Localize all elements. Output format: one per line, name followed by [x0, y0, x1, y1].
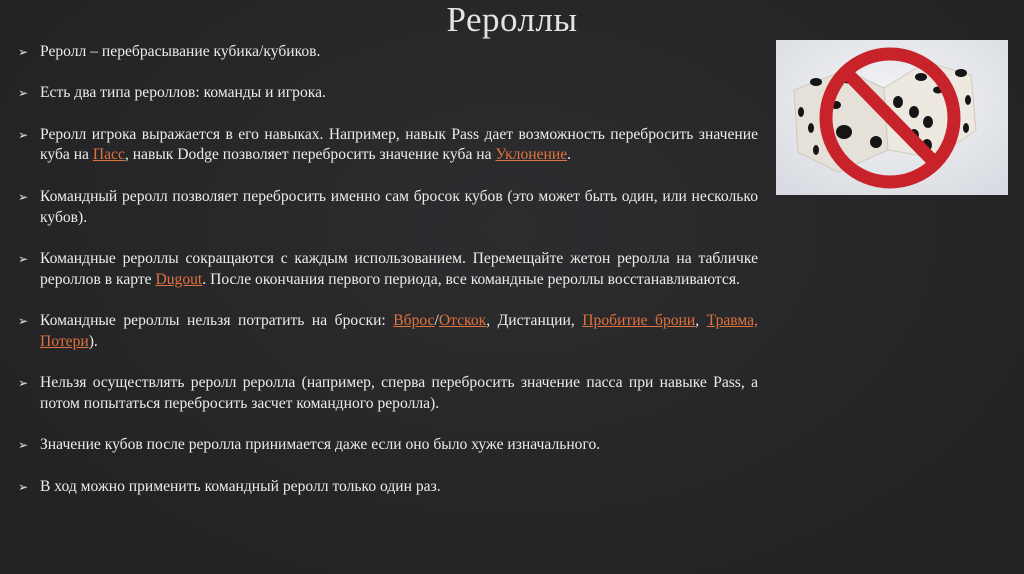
item-text: , [695, 312, 707, 330]
list-item [18, 187, 758, 228]
link-injury[interactable]: Травма, Потери [40, 312, 758, 350]
item-text: В ход можно применить командный реролл только один раз. [40, 477, 441, 495]
item-text: Реролл игрока выражается в его навыках. Например, навык Pass дает возможность перебросить значение куба на [40, 125, 758, 164]
link-pass[interactable]: Пасс [92, 146, 125, 164]
list-item [18, 311, 758, 352]
list-item [18, 125, 758, 166]
arrowhead-bullet-icon: ➢ [18, 314, 29, 329]
no-dice-image [776, 40, 1008, 195]
item-text: Реролл – перебрасывание кубика/кубиков. [40, 43, 321, 60]
arrowhead-bullet-icon: ➢ [18, 376, 29, 391]
list-item [18, 373, 758, 414]
arrowhead-bullet-icon: ➢ [18, 438, 29, 453]
item-text: Нельзя осуществлять реролл реролла (например, сперва перебросить значение пасса при навыке Pass, а потом попытаться перебросить засчет командного реролла). [40, 374, 758, 412]
link-throw-in[interactable]: Вброс [393, 312, 435, 330]
item-text: / [434, 312, 439, 330]
link-dugout[interactable]: Dugout [155, 270, 203, 288]
link-dodge[interactable]: Уклонение [495, 146, 568, 164]
arrowhead-bullet-icon: ➢ [18, 127, 29, 142]
arrowhead-bullet-icon: ➢ [18, 86, 29, 101]
bullet-list [18, 42, 758, 518]
slide-title: Рероллы [446, 0, 578, 39]
item-text: Командные рероллы сокращаются с каждым использованием. Перемещайте жетон реролла на табличке рероллов в карте [40, 249, 758, 288]
item-text: , навык Dodge позволяет перебросить значение куба на [124, 146, 496, 164]
list-item [18, 42, 758, 63]
item-text: Командные рероллы нельзя потратить на броски: [40, 312, 394, 330]
item-text: Значение кубов после реролла принимается даже если оно было хуже изначального. [40, 436, 601, 454]
arrowhead-bullet-icon: ➢ [18, 45, 29, 59]
item-text: . После окончания первого периода, все командные рероллы восстанавливаются. [202, 270, 740, 288]
list-item [18, 477, 758, 498]
arrowhead-bullet-icon: ➢ [18, 479, 29, 494]
item-text: , Дистанции, [486, 312, 583, 330]
list-item [18, 435, 758, 456]
item-text: ). [88, 332, 98, 350]
item-text: . [567, 146, 572, 164]
item-text: Есть два типа рероллов: команды и игрока. [40, 84, 326, 102]
item-text: Командный реролл позволяет перебросить именно сам бросок кубов (это может быть один, или несколько кубов). [40, 187, 758, 226]
arrowhead-bullet-icon: ➢ [18, 189, 29, 204]
link-armor-break[interactable]: Пробитие брони [582, 312, 696, 330]
link-bounce[interactable]: Отскок [438, 312, 487, 330]
prohibited-dice-icon [776, 40, 1008, 195]
arrowhead-bullet-icon: ➢ [18, 251, 29, 266]
list-item [18, 249, 758, 290]
list-item [18, 83, 758, 104]
